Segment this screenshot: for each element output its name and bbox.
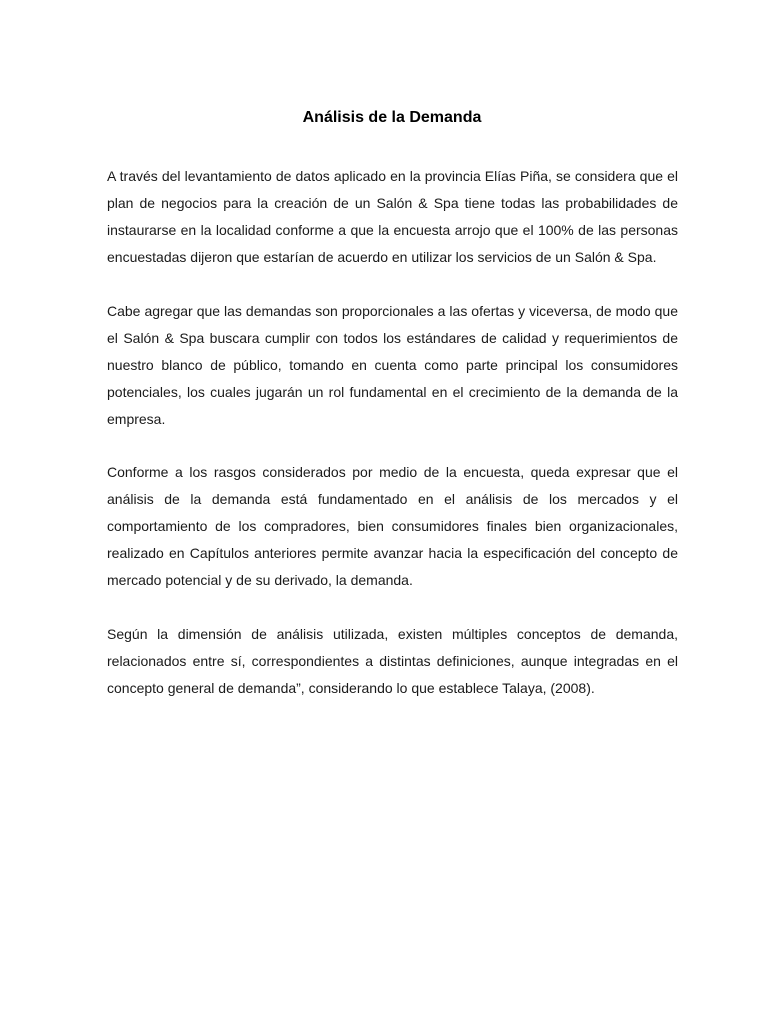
paragraph-1: A través del levantamiento de datos aplicado en la provincia Elías Piña, se considera que el plan de negocios para la creación de un Salón & Spa tiene todas las probabilidades de instaurarse en la localidad conforme a que la encuesta arrojo que el 100% de las personas encuestadas dijeron que estarían de acuerdo en utilizar los servicios de un Salón & Spa. xyxy=(107,168,678,265)
document-body xyxy=(107,163,678,728)
document-title: Análisis de la Demanda xyxy=(302,109,482,126)
paragraph-4: Según la dimensión de análisis utilizada, existen múltiples conceptos de demanda, relacionados entre sí, correspondientes a distintas definiciones, aunque integradas en el concepto general de demanda”, considerando lo que establece Talaya, (2008). xyxy=(107,625,678,696)
paragraph-3: Conforme a los rasgos considerados por medio de la encuesta, queda expresar que el análisis de la demanda está fundamentado en el análisis de los mercados y el comportamiento de los compradores, bien consumidores finales bien organizacionales, realizado en Capítulos anteriores permite avanzar hacia la especificación del concepto de mercado potencial y de su derivado, la demanda. xyxy=(107,464,678,588)
paragraph-2: Cabe agregar que las demandas son proporcionales a las ofertas y viceversa, de modo que el Salón & Spa buscara cumplir con todos los estándares de calidad y requerimientos de nuestro blanco de público, tomando en cuenta como parte principal los consumidores potenciales, los cuales jugarán un rol fundamental en el crecimiento de la demanda de la empresa. xyxy=(107,302,678,427)
